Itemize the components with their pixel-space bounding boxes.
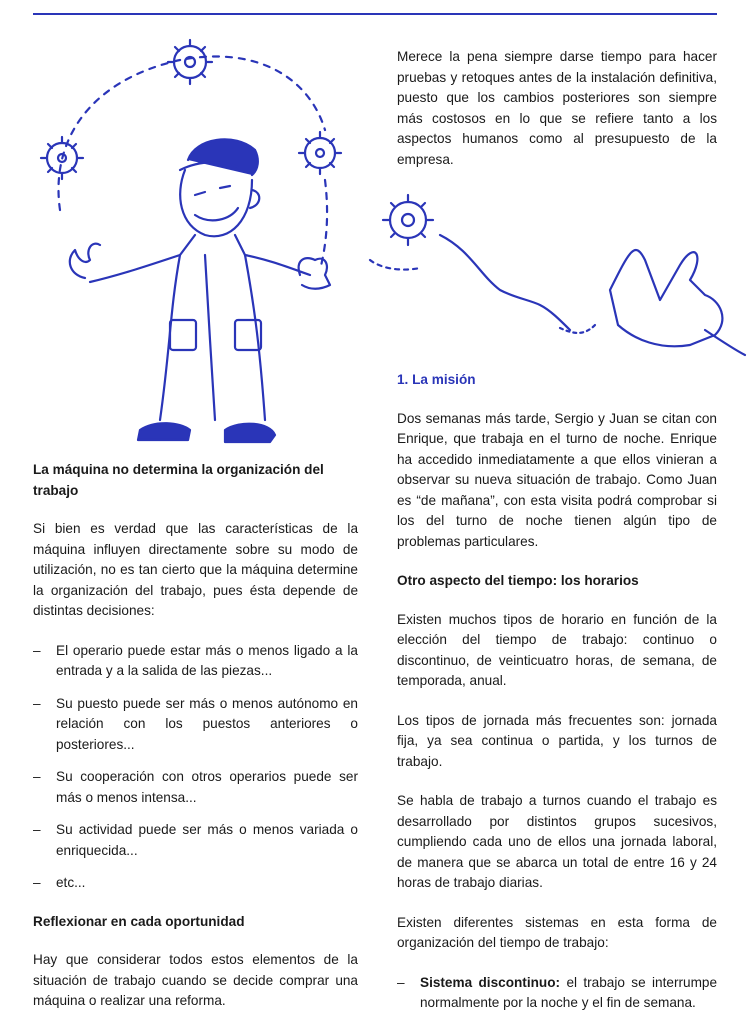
decisions-list xyxy=(33,641,358,894)
heading-reflect: Reflexionar en cada oportunidad xyxy=(33,913,245,929)
paragraph-shifts: Se habla de trabajo a turnos cuando el trabajo es desarrollado por distintos grupos sucesivos, cumpliendo cada uno de ellos una jornada laboral, de manera que se abarca un total de entre 16 y 24 horas de trabajo diarias. xyxy=(397,793,717,890)
list-item: – Su actividad puede ser más o menos variada o enriquecida... xyxy=(33,822,358,858)
intro-paragraph: Merece la pena siempre darse tiempo para hacer pruebas y retoques antes de la instalación definitiva, puesto que los cambios posteriores son siempre más costosos en lo que se refiere tanto a los aspectos humanos como al presupuesto de la empresa. xyxy=(397,49,717,167)
list-item: – Su puesto puede ser más o menos autónomo en relación con los puestos anteriores o posteriores... xyxy=(33,695,358,752)
gear-icon xyxy=(383,195,433,245)
paragraph-systems: Existen diferentes sistemas en esta forma de organización del tiempo de trabajo: xyxy=(397,914,717,950)
left-column xyxy=(33,460,358,1031)
paragraph-machine: Si bien es verdad que las características de la máquina influyen directamente sobre su modo de utilización, no es tan cierto que la máquina determine la organización del trabajo, pues ésta depende de distintas decisiones: xyxy=(33,521,358,618)
heading-schedules: Otro aspecto del tiempo: los horarios xyxy=(397,573,639,588)
section-title: 1. La misión xyxy=(397,372,476,387)
gear-icon xyxy=(168,40,212,84)
paragraph-workday-types: Los tipos de jornada más frecuentes son: jornada fija, ya sea continua o partida, y los turnos de trabajo. xyxy=(397,712,717,769)
juggler-illustration xyxy=(30,20,375,460)
paragraph-reflect: Hay que considerar todos estos elementos de la situación de trabajo cuando se decide comprar una máquina o realizar una reforma. xyxy=(33,952,358,1008)
list-item: – El operario puede estar más o menos ligado a la entrada y a la salida de las piezas... xyxy=(33,642,358,678)
list-item: – Sistema discontinuo: el trabajo se interrumpe normalmente por la noche y el fin de semana. xyxy=(397,974,718,1010)
list-item: – Su cooperación con otros operarios puede ser más o menos intensa... xyxy=(33,769,358,805)
heading-machine: La máquina no determina la organización del trabajo xyxy=(33,462,324,498)
intro-column xyxy=(397,47,717,189)
paragraph-schedule-types: Existen muchos tipos de horario en función de la elección del tiempo de trabajo: continuo o discontinuo, de veinticuatro horas, de semana, de temporada, anual. xyxy=(397,611,717,688)
right-column xyxy=(397,370,717,1032)
hand-illustration xyxy=(360,180,750,380)
gear-icon xyxy=(299,132,341,174)
systems-list xyxy=(397,973,717,1014)
list-item: – etc... xyxy=(33,875,86,890)
top-rule xyxy=(33,13,717,15)
paragraph-mission: Dos semanas más tarde, Sergio y Juan se citan con Enrique, que trabaja en el turno de noche. Enrique ha accedido inmediatamente a que ellos vinieran a observar su nueva situación de trabajo. Como Juan es “de mañana”, con esta visita podrá comprobar si los del turno de noche tienen algún tipo de problemas particulares. xyxy=(397,410,717,549)
